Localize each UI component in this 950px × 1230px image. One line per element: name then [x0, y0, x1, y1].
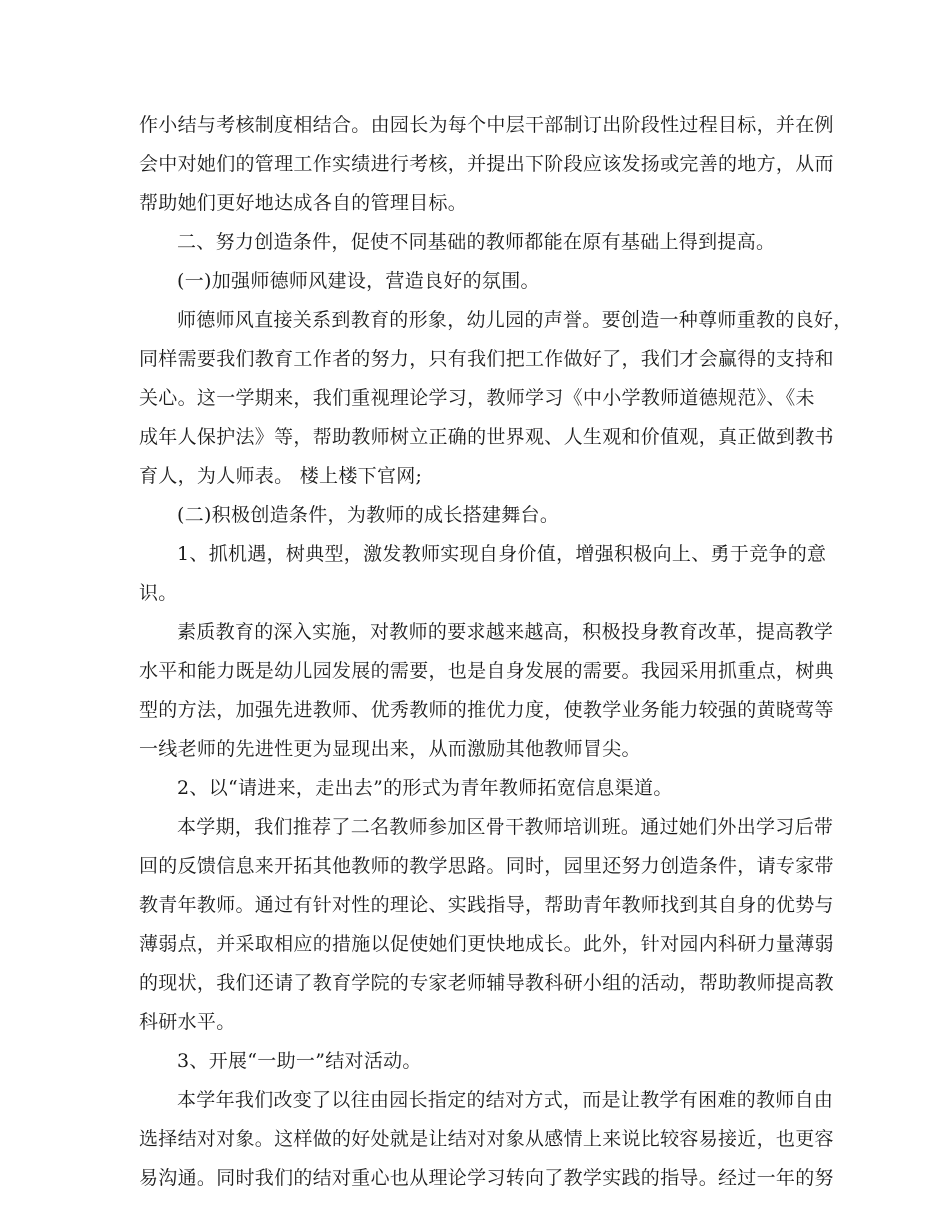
paragraph-first-line: 师德师风直接关系到教育的形象，幼儿园的声誉。要创造一种尊师重教的良好， [177, 309, 853, 331]
text-line: 的现状，我们还请了教育学院的专家老师辅导教科研小组的活动，帮助教师提高教 [139, 972, 834, 994]
text-line: 成年人保护法》等，帮助教师树立正确的世界观、人生观和价值观，真正做到教书 [139, 426, 834, 448]
paragraph-first-line: 1、抓机遇，树典型，激发教师实现自身价值，增强积极向上、勇于竞争的意 [177, 543, 827, 565]
text-line: 薄弱点，并采取相应的措施以促使她们更快地成长。此外，针对园内科研力量薄弱 [139, 933, 834, 955]
text-line: 选择结对对象。这样做的好处就是让结对对象从感情上来说比较容易接近，也更容 [139, 1128, 834, 1150]
paragraph-first-line: 素质教育的深入实施，对教师的要求越来越高，积极投身教育改革，提高教学 [177, 621, 834, 643]
text-line: 型的方法，加强先进教师、优秀教师的推优力度，使教学业务能力较强的黄晓莺等 [139, 699, 834, 721]
text-line: 作小结与考核制度相结合。由园长为每个中层干部制订出阶段性过程目标，并在例 [139, 114, 834, 136]
paragraph-first-line: (二)积极创造条件，为教师的成长搭建舞台。 [177, 504, 560, 526]
text-line: 关心。这一学期来，我们重视理论学习，教师学习《中小学教师道德规范》、《未 [139, 387, 815, 409]
text-line: 会中对她们的管理工作实绩进行考核，并提出下阶段应该发扬或完善的地方，从而 [139, 153, 834, 175]
paragraph-first-line: 本学期，我们推荐了二名教师参加区骨干教师培训班。通过她们外出学习后带 [177, 816, 834, 838]
text-line: 科研水平。 [139, 1011, 236, 1033]
text-line: 一线老师的先进性更为显现出来，从而激励其他教师冒尖。 [139, 738, 641, 760]
text-line: 回的反馈信息来开拓其他教师的教学思路。同时，园里还努力创造条件，请专家带 [139, 855, 834, 877]
text-line: 识。 [139, 582, 178, 604]
paragraph-first-line: (一)加强师德师风建设，营造良好的氛围。 [177, 270, 540, 292]
text-line: 育人，为人师表。 楼上楼下官网; [139, 465, 423, 487]
paragraph-first-line: 3、开展“一助一”结对活动。 [177, 1050, 422, 1072]
text-line: 同样需要我们教育工作者的努力，只有我们把工作做好了，我们才会赢得的支持和 [139, 348, 834, 370]
text-line: 水平和能力既是幼儿园发展的需要，也是自身发展的需要。我园采用抓重点，树典 [139, 660, 834, 682]
paragraph-first-line: 二、努力创造条件，促使不同基础的教师都能在原有基础上得到提高。 [177, 231, 776, 253]
text-line: 帮助她们更好地达成各自的管理目标。 [139, 192, 468, 214]
paragraph-first-line: 2、以“请进来，走出去”的形式为青年教师拓宽信息渠道。 [177, 777, 673, 799]
paragraph-first-line: 本学年我们改变了以往由园长指定的结对方式，而是让教学有困难的教师自由 [177, 1089, 834, 1111]
text-line: 易沟通。同时我们的结对重心也从理论学习转向了教学实践的指导。经过一年的努 [139, 1167, 834, 1189]
text-line: 教青年教师。通过有针对性的理论、实践指导，帮助青年教师找到其自身的优势与 [139, 894, 834, 916]
